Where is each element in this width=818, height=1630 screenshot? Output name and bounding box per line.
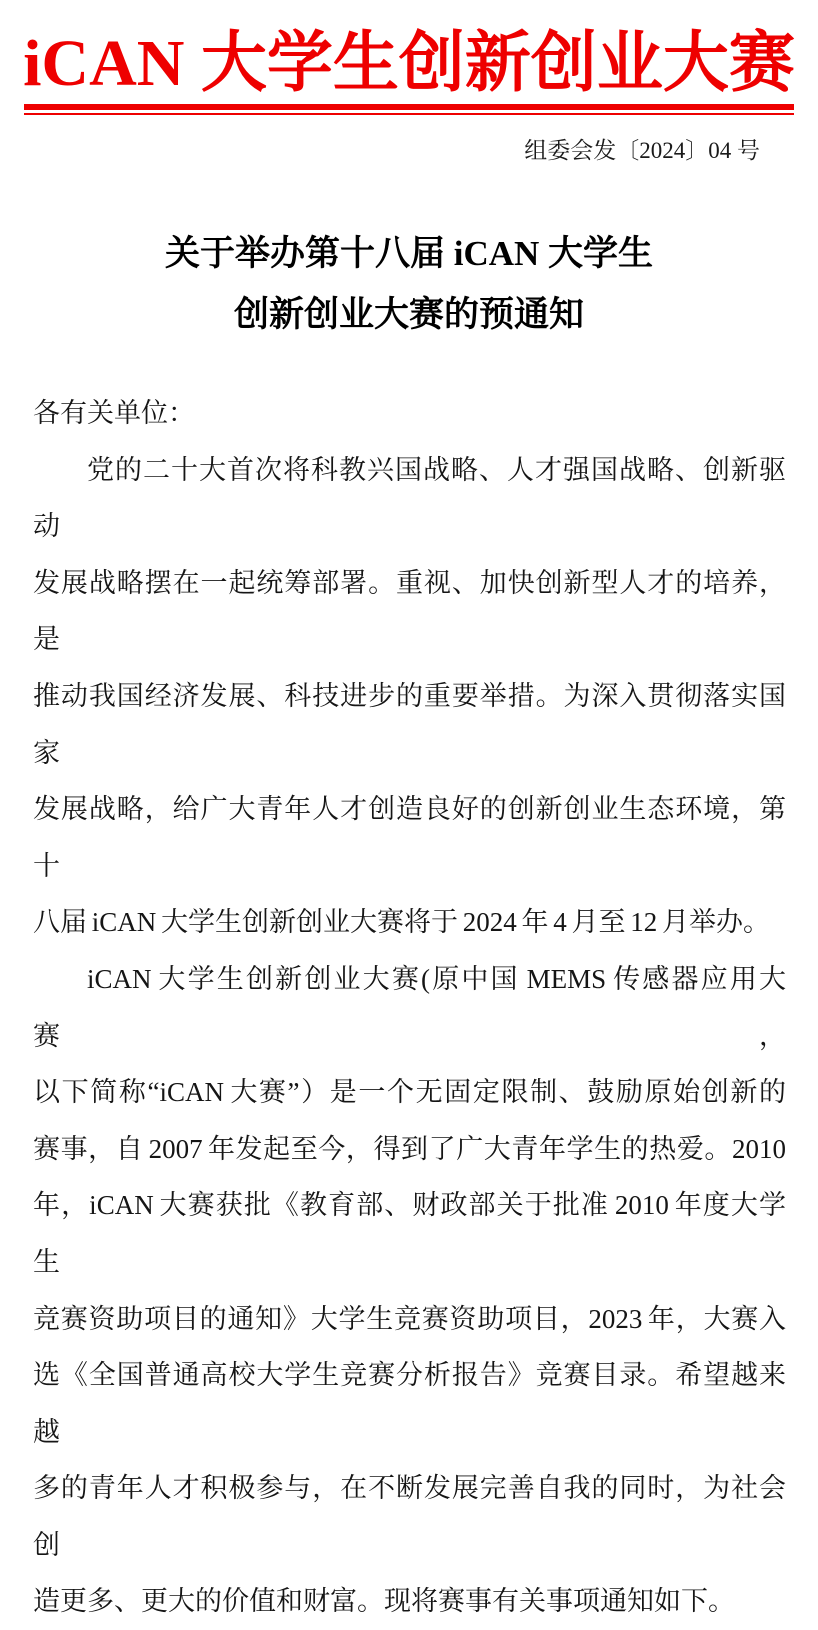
- document-header: [0, 0, 818, 165]
- notice-title-line2: 创新创业大赛的预通知: [233, 295, 584, 334]
- body-line: 发展战略摆在一起统筹部署。重视、加快创新型人才的培养，是: [33, 567, 786, 655]
- red-divider-thin-rule: [24, 113, 794, 115]
- red-divider-thick-rule: [24, 104, 794, 110]
- body-line: 造更多、更大的价值和财富。现将赛事有关事项通知如下。: [33, 1586, 735, 1617]
- body-line: 竞赛资助项目的通知》大学生竞赛资助项目，2023 年，大赛入: [33, 1303, 786, 1334]
- body-line: 以下简称“iCAN 大赛”）是一个无固定限制、鼓励原始创新的: [33, 1077, 786, 1108]
- salutation: 各有关单位：: [33, 398, 195, 428]
- masthead-title: iCAN 大学生创新创业大赛: [23, 26, 795, 100]
- body-text: [33, 385, 786, 1630]
- notice-title-line1: 关于举办第十八届 iCAN 大学生: [164, 234, 654, 273]
- body-line: iCAN 大学生创新创业大赛(原中国 MEMS 传感器应用大赛，: [33, 963, 786, 1051]
- body-line: 多的青年人才积极参与，在不断发展完善自我的同时，为社会创: [33, 1473, 786, 1560]
- body-line: 党的二十大首次将科教兴国战略、人才强国战略、创新驱动: [33, 454, 786, 542]
- body-line: 发展战略，给广大青年人才创造良好的创新创业生态环境，第十: [33, 794, 786, 881]
- document-number: 组委会发〔2024〕04 号: [524, 138, 760, 163]
- body-line: 选《全国普通高校大学生竞赛分析报告》竞赛目录。希望越来越: [33, 1360, 786, 1447]
- body-line: 推动我国经济发展、科技进步的重要举措。为深入贯彻落实国家: [33, 680, 786, 768]
- body-line: 八届 iCAN 大学生创新创业大赛将于 2024 年 4 月至 12 月举办。: [33, 907, 771, 938]
- notice-title: [0, 223, 818, 345]
- paragraphs-container: [33, 442, 786, 1630]
- body-line: 赛事，自 2007 年发起至今，得到了广大青年学生的热爱。2010: [33, 1133, 786, 1164]
- body-line: 年，iCAN 大赛获批《教育部、财政部关于批准 2010 年度大学生: [33, 1190, 786, 1277]
- red-divider-line: [24, 104, 794, 115]
